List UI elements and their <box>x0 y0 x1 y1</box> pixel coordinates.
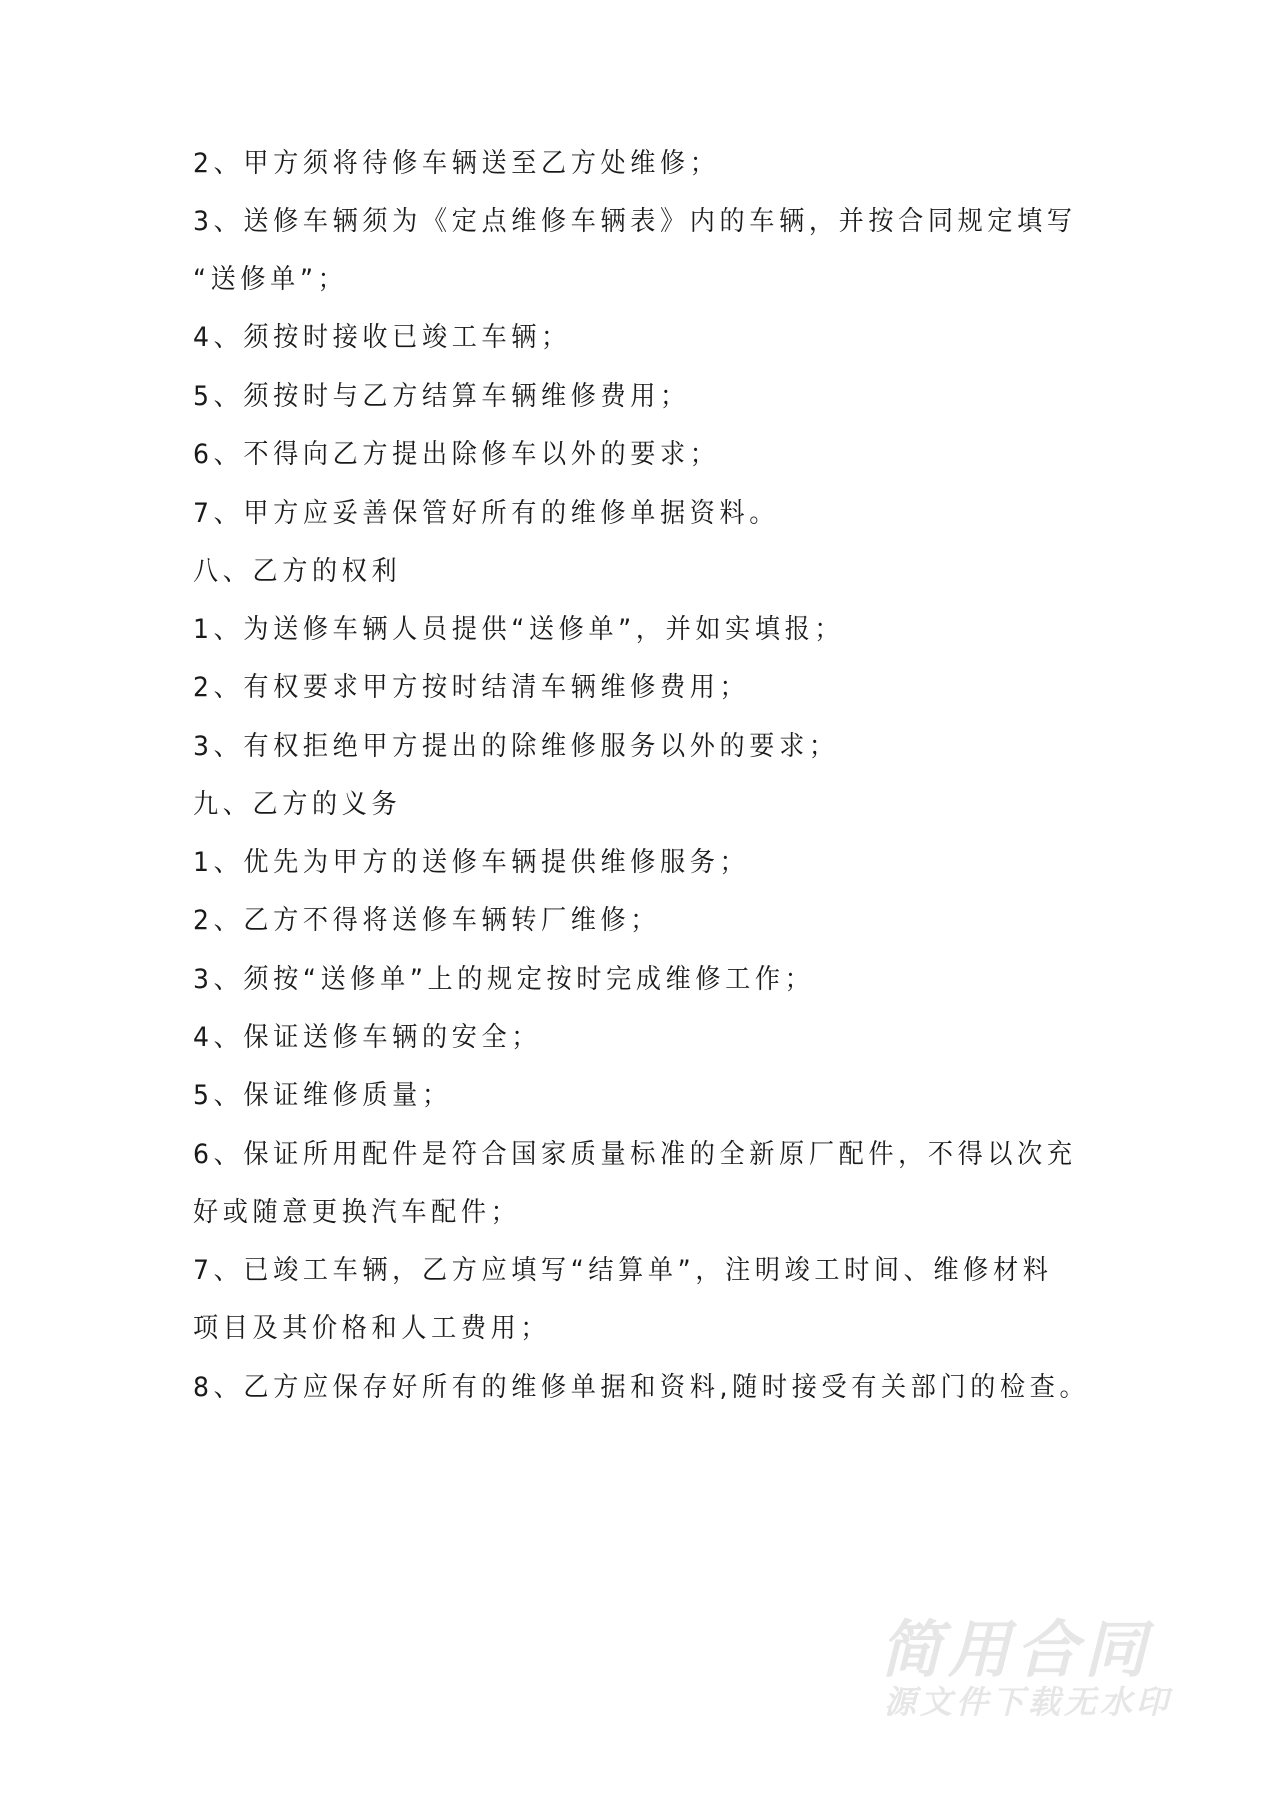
clause-line: “送修单”； <box>193 264 348 295</box>
clause-line: 5、须按时与乙方结算车辆维修费用； <box>193 381 690 412</box>
clause-line: 1、优先为甲方的送修车辆提供维修服务； <box>193 847 750 878</box>
clause-line: 7、已竣工车辆，乙方应填写“结算单”，注明竣工时间、维修材料 <box>193 1255 1053 1286</box>
clause-line: 3、须按“送修单”上的规定按时完成维修工作； <box>193 964 815 995</box>
clause-line: 6、保证所用配件是符合国家质量标准的全新原厂配件，不得以次充 <box>193 1139 1077 1170</box>
clause-line: 项目及其价格和人工费用； <box>193 1313 551 1344</box>
watermark-title: 简用合同 <box>880 1613 1153 1686</box>
clause-line: 8、乙方应保存好所有的维修单据和资料,随时接受有关部门的检查。 <box>193 1372 1090 1403</box>
clause-line: 3、送修车辆须为《定点维修车辆表》内的车辆，并按合同规定填写 <box>193 206 1077 237</box>
clause-line: 好或随意更换汽车配件； <box>193 1197 521 1228</box>
clause-line: 2、甲方须将待修车辆送至乙方处维修； <box>193 148 720 179</box>
clause-line: 4、保证送修车辆的安全； <box>193 1022 541 1053</box>
clause-line: 7、甲方应妥善保管好所有的维修单据资料。 <box>193 498 780 529</box>
clause-line: 2、乙方不得将送修车辆转厂维修； <box>193 905 661 936</box>
section-heading: 九、乙方的义务 <box>193 789 402 820</box>
clause-line: 6、不得向乙方提出除修车以外的要求； <box>193 439 720 470</box>
clause-line: 2、有权要求甲方按时结清车辆维修费用； <box>193 672 750 703</box>
watermark-subtitle: 源文件下载无水印 <box>884 1683 1173 1721</box>
section-heading: 八、乙方的权利 <box>193 556 402 587</box>
clause-line: 3、有权拒绝甲方提出的除维修服务以外的要求； <box>193 731 839 762</box>
clause-line: 5、保证维修质量； <box>193 1080 452 1111</box>
clause-line: 1、为送修车辆人员提供“送修单”，并如实填报； <box>193 614 845 645</box>
clause-line: 4、须按时接收已竣工车辆； <box>193 322 571 353</box>
